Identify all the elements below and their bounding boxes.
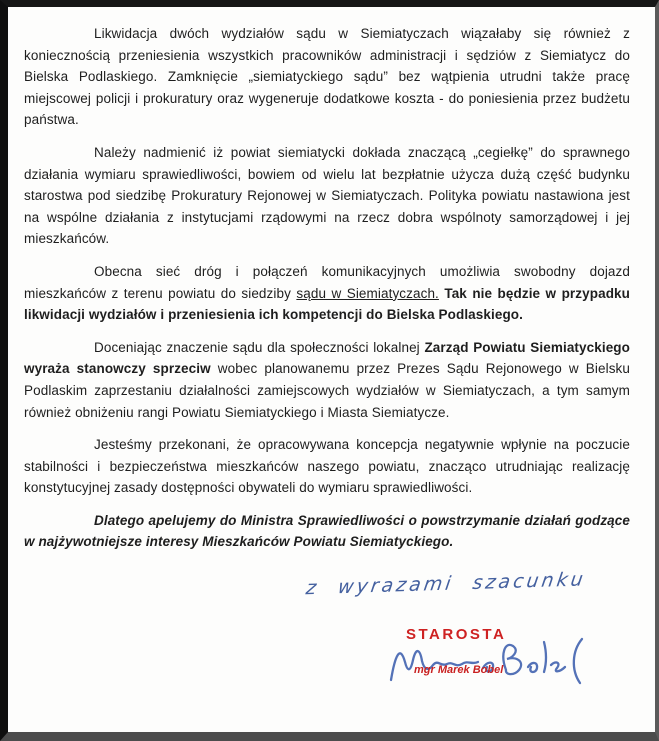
text-segment: Jesteśmy przekonani, że opracowywana koncepcja negatywnie wpłynie na poczucie stabilności i bezpieczeństwa mieszkańców naszego powiatu, znacząco utrudniając realizację konstytucyjnej zasady dostępności obywateli do wymiaru sprawiedliwości. [24, 437, 630, 496]
paragraph [24, 142, 630, 250]
text-segment: Dlatego apelujemy do Ministra Sprawiedliwości o powstrzymanie działań godzące w najżywotniejsze interesy Mieszkańców Powiatu Siemiatyckiego. [24, 512, 630, 550]
paragraph [24, 510, 630, 553]
signature-area [24, 564, 630, 694]
text-segment: Obecna sieć dróg i połączeń komunikacyjnych umożliwia swobodny dojazd mieszkańców z terenu powiatu do siedziby [24, 263, 630, 301]
letter-page [8, 7, 655, 732]
text-segment: Doceniając znaczenie sądu dla społeczności lokalnej [94, 339, 425, 355]
signature-ink-icon [386, 634, 601, 686]
paragraph [24, 337, 630, 423]
paragraph [24, 23, 630, 131]
paragraph [24, 261, 630, 326]
signer-title: STAROSTA [406, 626, 507, 644]
text-segment: Likwidacja dwóch wydziałów sądu w Siemiatyczach wiązałaby się również z koniecznością przeniesienia wszystkich pracowników administracji i sędziów z Siemiatycz do Bielska Podlaskiego. Zamknięcie „siemiatyckiego sądu” bez wątpienia utrudni także pracę miejscowej policji i prokuratury oraz wygeneruje dodatkowe koszta - do poniesienia przez budżetu państwa. [24, 26, 630, 128]
text-segment: wobec planowanemu przez Prezes Sądu Rejonowego w Bielsku Podlaskim zaprzestaniu działalności zamiejscowych wydziałów w Siemiatyczach, a tym samym również obniżeniu rangi Powiatu Siemiatyckiego i Miasta Siemiatycze. [24, 361, 631, 420]
text-segment: Należy nadmienić iż powiat siemiatycki dokłada znaczącą „cegiełkę” do sprawnego działania wymiaru sprawiedliwości, bowiem od wielu lat bezpłatnie użycza dużą część budynku starostwa pod siedzibę Prokuratury Rejonowej w Siemiatyczach. Polityka powiatu nastawiona jest na wspólne działania z instytucjami rządowymi na rzecz dobra wspólnoty samorządowej i jej mieszkańców. [24, 144, 630, 247]
handwritten-closing: z wyrazami szacunku [304, 568, 588, 600]
text-segment: Zarząd Powiatu Siemiatyckiego wyraża stanowczy sprzeciw [24, 339, 630, 377]
text-segment: sądu w Siemiatyczach. [296, 285, 439, 301]
text-segment: Tak nie będzie w przypadku likwidacji wydziałów i przeniesienia ich kompetencji do Bielska Podlaskiego. [24, 285, 630, 323]
paragraph [24, 434, 630, 499]
letter-body [24, 23, 630, 553]
signer-caption: mgr Marek Bobel [414, 664, 504, 677]
